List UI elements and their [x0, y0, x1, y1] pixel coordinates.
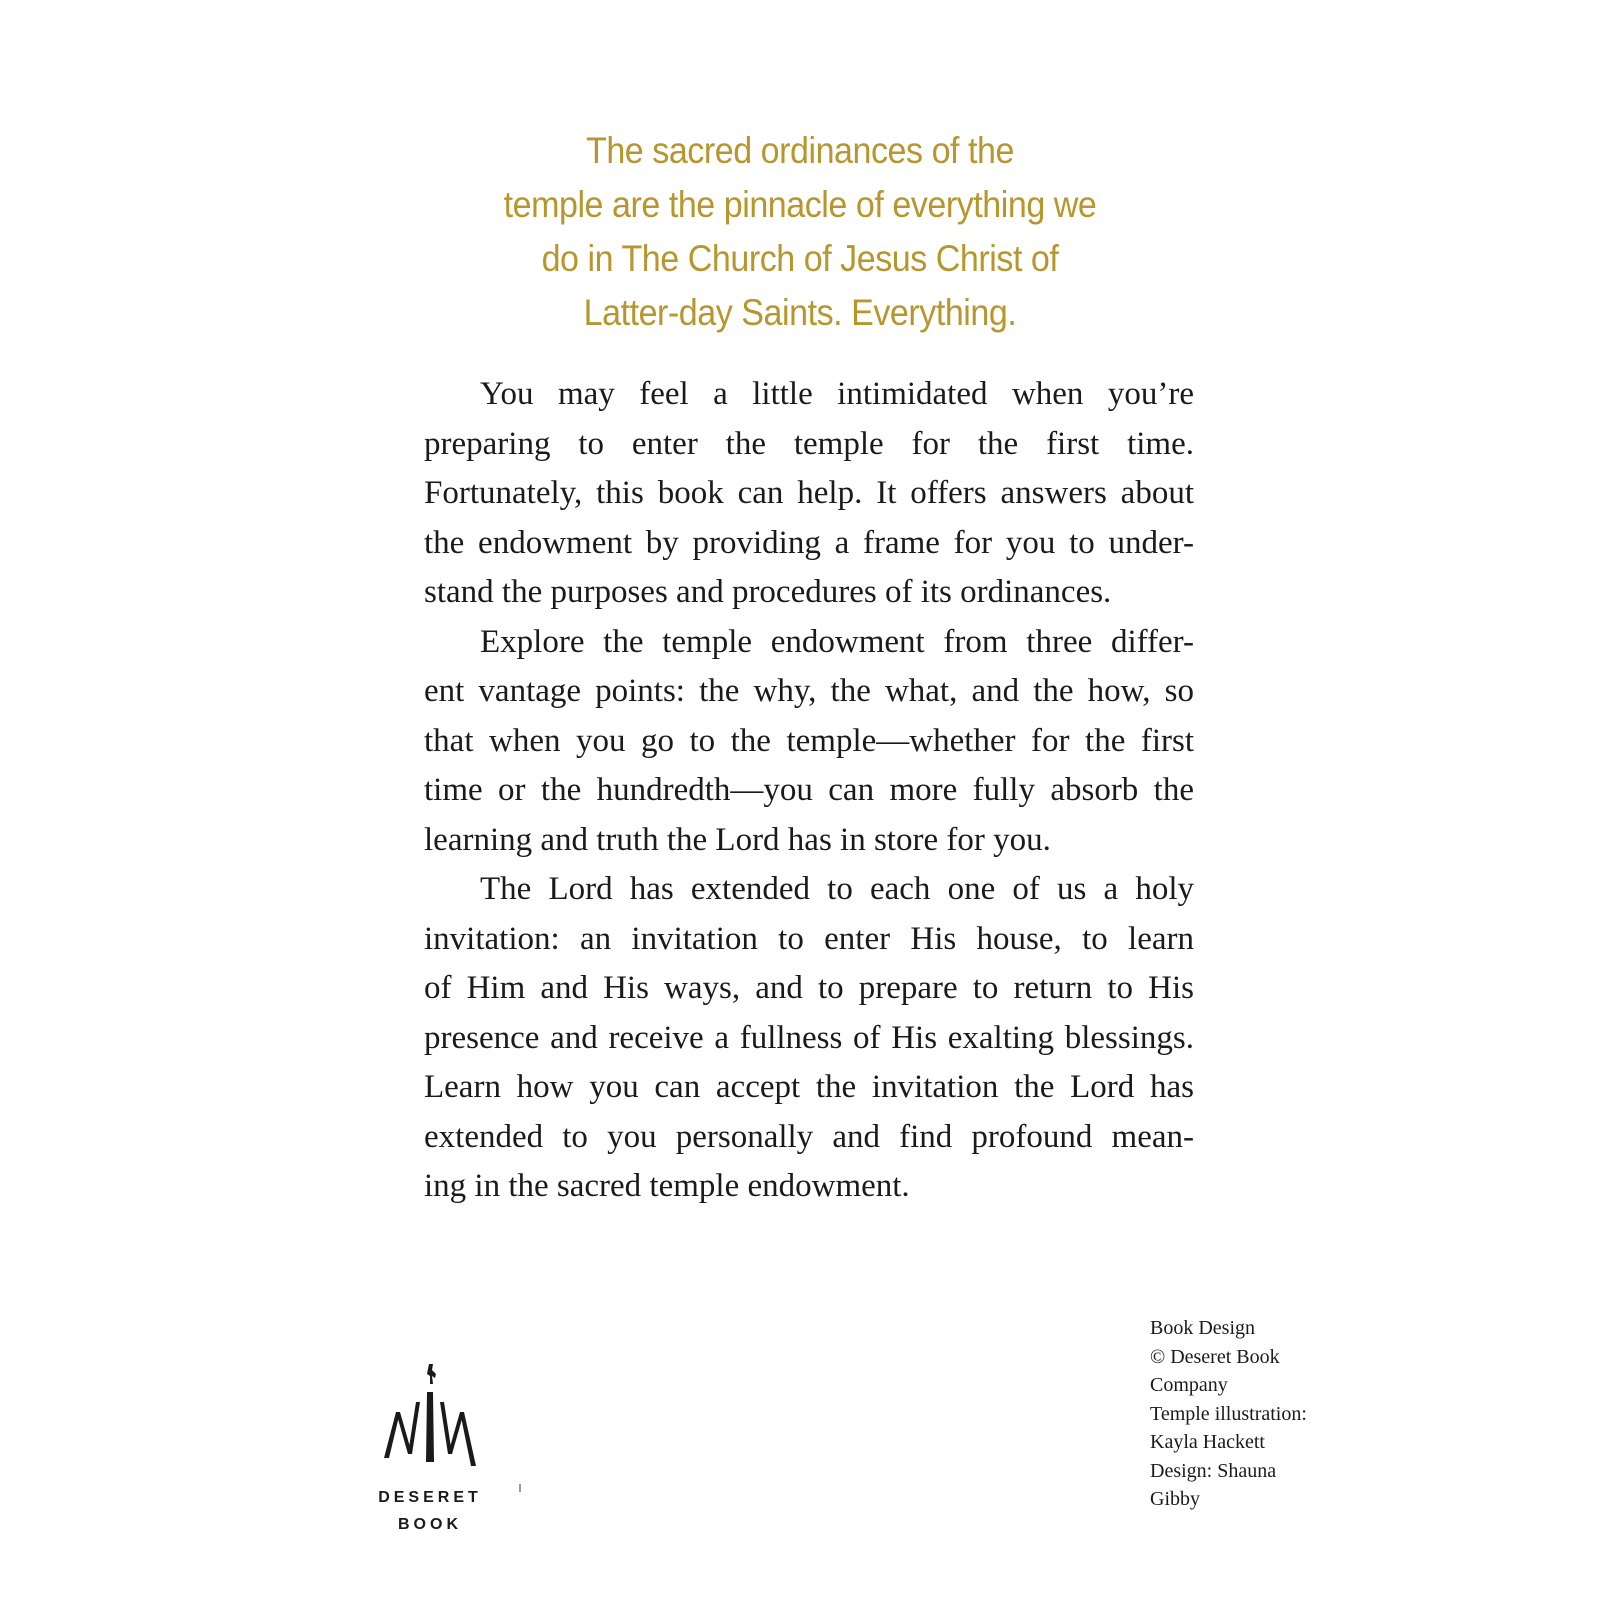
- body-line: Fortunately, this book can help. It offers answers about: [424, 475, 1194, 511]
- body-line: the endowment by providing a frame for you to under-: [424, 524, 1194, 561]
- body-line: You may feel a little intimidated when you’re: [480, 376, 1194, 412]
- logo-line-1: DESERET: [378, 1489, 482, 1506]
- deseret-book-logo-icon: [380, 1362, 480, 1482]
- body-line: invitation: an invitation to enter His house, to learn: [424, 920, 1194, 957]
- credit-line: Design: Shauna: [1150, 1459, 1277, 1482]
- credit-line: Temple illustration:: [1150, 1402, 1307, 1425]
- logo-wordmark: [360, 1484, 500, 1538]
- body-line: learning and truth the Lord has in store for you.: [424, 821, 1051, 858]
- body-line: extended to you personally and find profound mean-: [424, 1118, 1194, 1155]
- pull-quote-line: temple are the pinnacle of everything we: [503, 184, 1097, 225]
- body-line: stand the purposes and procedures of its ordinances.: [424, 574, 1112, 610]
- body-line: ent vantage points: the why, the what, and the how, so: [424, 673, 1194, 709]
- credit-line: Gibby: [1150, 1488, 1200, 1510]
- publisher-logo: [360, 1362, 520, 1542]
- body-line: presence and receive a fullness of His exalting blessings.: [424, 1019, 1194, 1056]
- divider-tick: [519, 1484, 521, 1492]
- pull-quote-line: The sacred ordinances of the: [585, 130, 1015, 171]
- body-line: ing in the sacred temple endowment.: [424, 1168, 910, 1204]
- paragraph-2: [424, 618, 1194, 866]
- credit-line: © Deseret Book: [1150, 1345, 1280, 1368]
- body-text: [424, 370, 1194, 1212]
- pull-quote-line: do in The Church of Jesus Christ of: [541, 238, 1059, 279]
- paragraph-3: [424, 865, 1194, 1212]
- pull-quote: [432, 124, 1168, 340]
- body-line: The Lord has extended to each one of us a holy: [480, 871, 1194, 907]
- body-line: Explore the temple endowment from three differ-: [480, 623, 1194, 660]
- body-line: time or the hundredth—you can more fully absorb the: [424, 772, 1194, 808]
- credit-line: Company: [1150, 1374, 1228, 1396]
- credit-line: Book Design: [1150, 1317, 1255, 1339]
- paragraph-1: [424, 370, 1194, 618]
- body-line: of Him and His ways, and to prepare to return to His: [424, 970, 1194, 1006]
- body-line: preparing to enter the temple for the first time.: [424, 425, 1194, 462]
- credit-line: Kayla Hackett: [1150, 1431, 1265, 1453]
- body-line: that when you go to the temple—whether for the first: [424, 722, 1194, 759]
- pull-quote-line: Latter-day Saints. Everything.: [583, 292, 1017, 333]
- credits: [1150, 1314, 1410, 1514]
- logo-line-2: BOOK: [398, 1516, 462, 1533]
- body-line: Learn how you can accept the invitation the Lord has: [424, 1069, 1194, 1105]
